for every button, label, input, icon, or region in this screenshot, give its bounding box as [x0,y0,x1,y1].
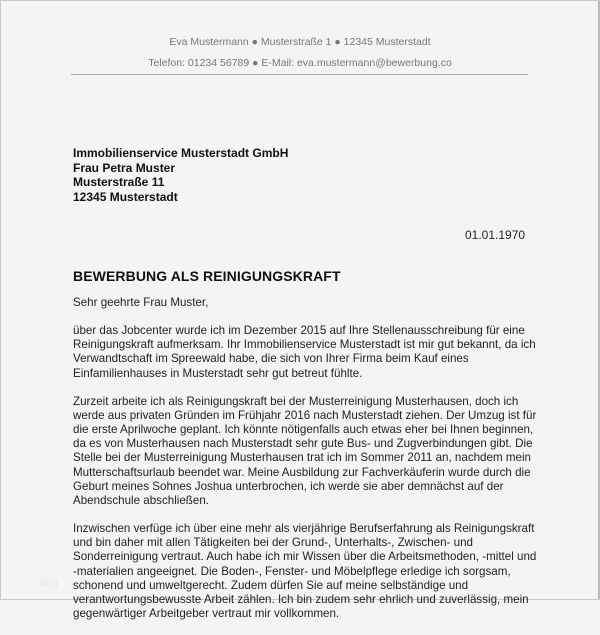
letter-subject: BEWERBUNG ALS REINIGUNGSKRAFT [73,268,341,284]
paragraph: Zurzeit arbeite ich als Reinigungskraft bei der Musterreinigung Musterhausen, doch ich werde aus privaten Gründen im Frühjahr 2016 nach Musterstadt ziehen. Der Umzug ist für die erste Aprilwoche geplant. Ich könnte nötigenfalls auch etwas eher bei Ihnen beginnen, da es von Musterhausen nach Musterstadt sehr gute Bus- und Zugverbindungen gibt. Die Stelle bei der Musterreinigung Musterhausen trat ich im Sommer 2011 an, nachdem mein Mutterschaftsurlaub beendet war. Meine Ausbildung zur Fachverkäuferin wurde durch die Geburt meines Sohnes Joshua unterbrochen, ich werde sie aber demnächst auf der Abendschule abschließen. [73,394,537,508]
recipient-name: Frau Petra Muster [73,160,176,175]
sender-contact: Telefon: 01234 56789 ● E-Mail: eva.mustermann@bewerbung.co [148,57,452,69]
letter-body [73,296,543,635]
recipient-block [73,146,288,204]
watermark: blog [39,578,58,589]
recipient-street: Musterstraße 11 [73,175,165,189]
salutation: Sehr geehrte Frau Muster, [73,296,209,309]
recipient-city: 12345 Musterstadt [73,189,178,204]
sender-address: Eva Mustermann ● Musterstraße 1 ● 12345 Musterstadt [169,36,431,48]
header-divider [71,74,528,75]
recipient-company: Immobilienservice Musterstadt GmbH [73,146,289,160]
paragraph: Inzwischen verfüge ich über eine mehr als vierjährige Berufserfahrung als Reinigungskraft und bin daher mit allen Tätigkeiten bei der Grund-, Unterhalts-, Zwischen- und Sonderreinigung vertraut. Auch habe ich mir Wissen über die Arbeitsmethoden, -mittel und -materialien angeeignet. Die Boden-, Fenster- und Möbelpflege erledige ich sorgsam, schonend und umweltgerecht. Zudem dürfen Sie auf meine selbständige und verantwortungsbewusste Arbeit zählen. Ich bin zudem sehr ehrlich und zuverlässig, mein gegenwärtiger Arbeitgeber vertraut mir vollkommen. [73,522,537,621]
paragraph: über das Jobcenter wurde ich im Dezember 2015 auf Ihre Stellenausschreibung für eine Reinigungskraft aufmerksam. Ihr Immobilienservice Musterstadt ist mir gut bekannt, da ich Verwandtschaft im Spreewald habe, die sich von Ihrer Firma beim Kauf eines Einfamilienhauses in Musterstadt sehr gut betreut fühlte. [73,324,536,380]
letter-date: 01.01.1970 [465,228,526,242]
